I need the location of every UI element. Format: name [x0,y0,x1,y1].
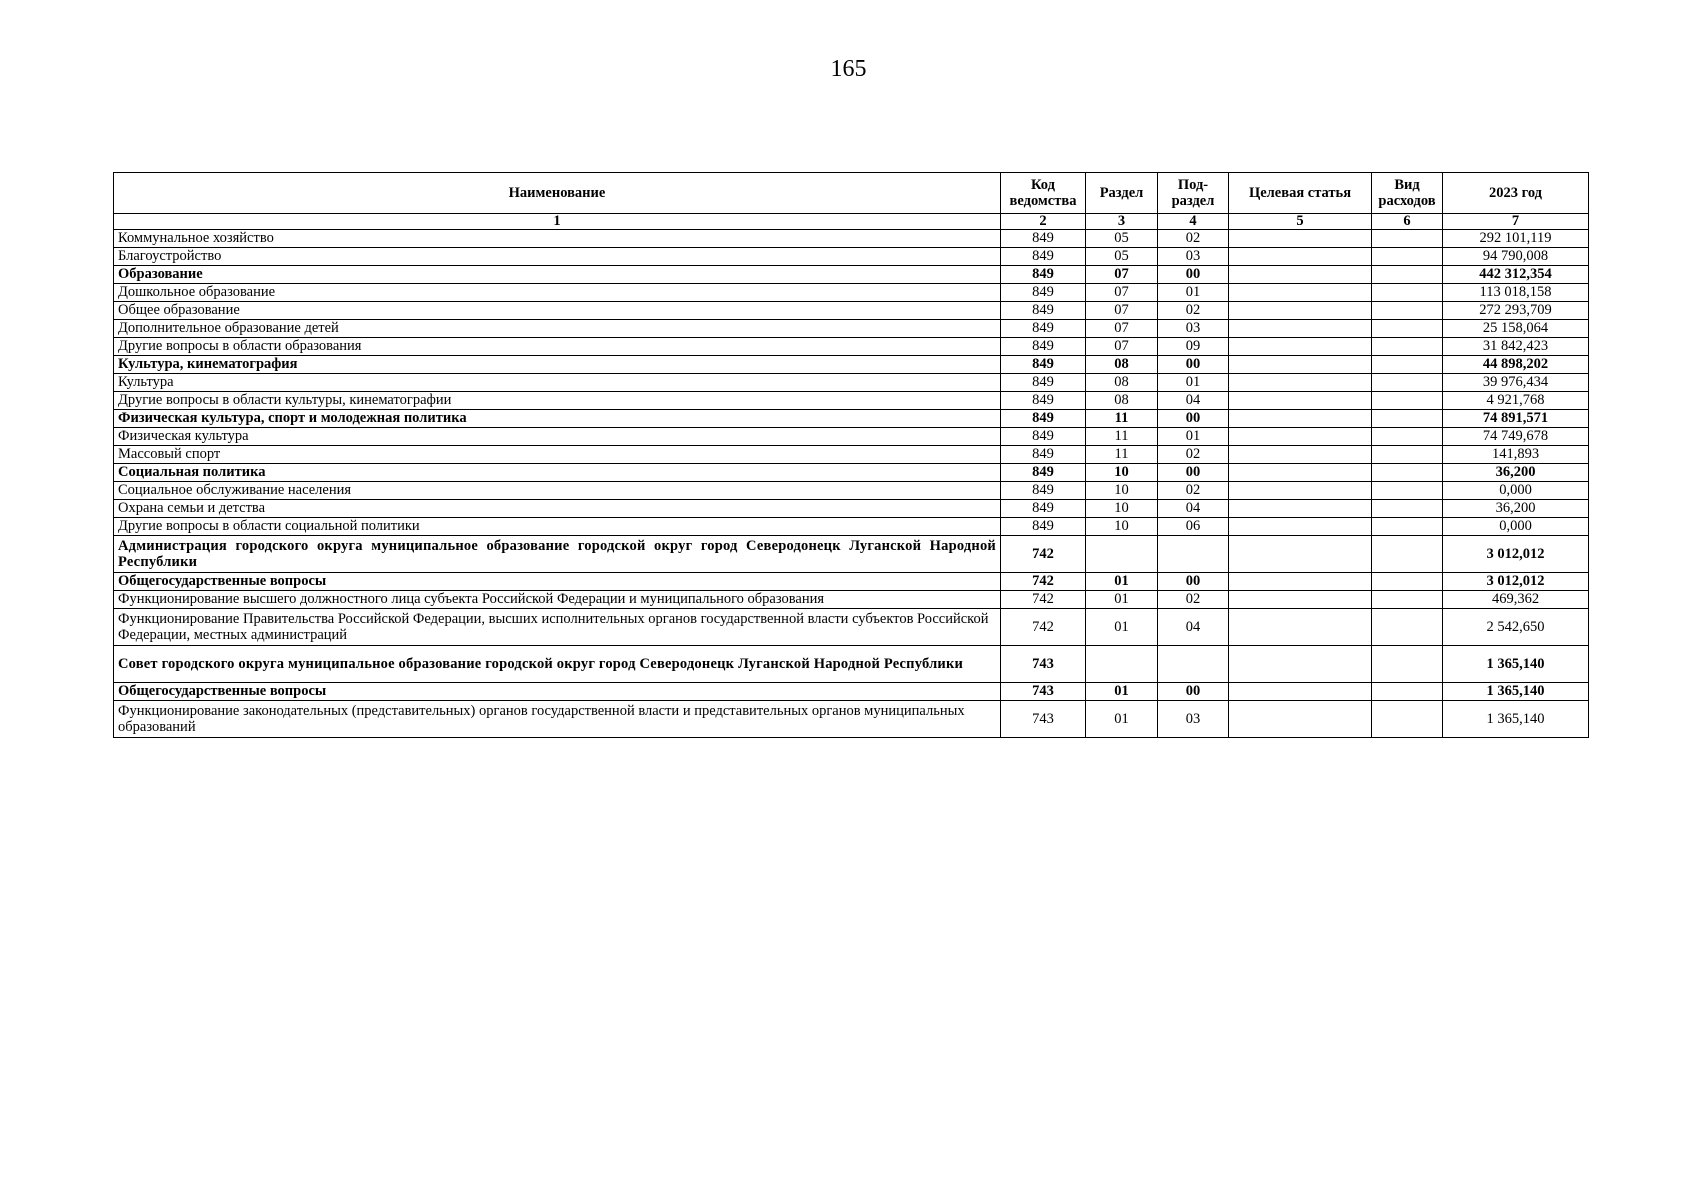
cell-subsection: 01 [1158,284,1229,302]
cell-name: Общее образование [114,302,1001,320]
cell-target-item [1229,446,1372,464]
cell-subsection [1158,646,1229,683]
cell-amount: 0,000 [1443,518,1589,536]
cell-section: 07 [1086,302,1158,320]
cell-name: Дошкольное образование [114,284,1001,302]
table-row [114,609,1589,646]
cell-department-code: 849 [1001,338,1086,356]
cell-subsection [1158,536,1229,573]
cell-section: 01 [1086,591,1158,609]
table-row [114,410,1589,428]
page-number: 165 [830,56,867,82]
cell-department-code: 849 [1001,356,1086,374]
cell-expense-type [1372,446,1443,464]
column-number: 2 [1001,214,1086,230]
cell-name: Функционирование высшего должностного лица субъекта Российской Федерации и муниципального образования [114,591,1001,609]
table-row [114,464,1589,482]
cell-section: 05 [1086,230,1158,248]
header-subsection: Под-раздел [1158,173,1229,214]
cell-expense-type [1372,518,1443,536]
cell-target-item [1229,609,1372,646]
table-row [114,266,1589,284]
table-row [114,392,1589,410]
cell-name: Массовый спорт [114,446,1001,464]
cell-department-code: 743 [1001,701,1086,738]
cell-subsection: 04 [1158,500,1229,518]
budget-table [113,172,1589,738]
cell-name: Другие вопросы в области социальной политики [114,518,1001,536]
cell-name: Общегосударственные вопросы [114,573,1001,591]
cell-subsection: 01 [1158,374,1229,392]
cell-target-item [1229,338,1372,356]
cell-name: Охрана семьи и детства [114,500,1001,518]
cell-amount: 2 542,650 [1443,609,1589,646]
cell-amount: 94 790,008 [1443,248,1589,266]
cell-expense-type [1372,356,1443,374]
cell-name: Функционирование законодательных (представительных) органов государственной власти и представительных органов муниципальных образований [114,701,1001,738]
cell-expense-type [1372,374,1443,392]
table-row [114,646,1589,683]
cell-section: 01 [1086,573,1158,591]
cell-subsection: 04 [1158,609,1229,646]
cell-target-item [1229,500,1372,518]
cell-amount: 74 749,678 [1443,428,1589,446]
cell-department-code: 849 [1001,320,1086,338]
cell-expense-type [1372,410,1443,428]
cell-amount: 442 312,354 [1443,266,1589,284]
cell-amount: 1 365,140 [1443,683,1589,701]
cell-expense-type [1372,646,1443,683]
cell-section: 10 [1086,482,1158,500]
cell-expense-type [1372,428,1443,446]
cell-target-item [1229,230,1372,248]
cell-department-code: 742 [1001,609,1086,646]
cell-target-item [1229,284,1372,302]
cell-section: 07 [1086,266,1158,284]
cell-name: Физическая культура, спорт и молодежная политика [114,410,1001,428]
cell-target-item [1229,248,1372,266]
table-body [114,230,1589,738]
table-row [114,302,1589,320]
cell-expense-type [1372,683,1443,701]
table-row [114,248,1589,266]
cell-expense-type [1372,248,1443,266]
cell-department-code: 849 [1001,302,1086,320]
cell-amount: 141,893 [1443,446,1589,464]
cell-name: Образование [114,266,1001,284]
table-row [114,518,1589,536]
cell-target-item [1229,536,1372,573]
cell-name: Социальное обслуживание населения [114,482,1001,500]
cell-name: Дополнительное образование детей [114,320,1001,338]
table-row [114,536,1589,573]
cell-subsection: 00 [1158,464,1229,482]
cell-expense-type [1372,500,1443,518]
cell-target-item [1229,573,1372,591]
cell-amount: 1 365,140 [1443,646,1589,683]
cell-amount: 3 012,012 [1443,573,1589,591]
column-number: 1 [114,214,1001,230]
cell-department-code: 849 [1001,266,1086,284]
cell-expense-type [1372,284,1443,302]
cell-department-code: 849 [1001,518,1086,536]
cell-expense-type [1372,609,1443,646]
table-row [114,338,1589,356]
cell-target-item [1229,464,1372,482]
table-row [114,284,1589,302]
cell-subsection: 02 [1158,302,1229,320]
cell-target-item [1229,320,1372,338]
cell-department-code: 849 [1001,374,1086,392]
cell-subsection: 00 [1158,356,1229,374]
header-department-code: Код ведомства [1001,173,1086,214]
cell-expense-type [1372,701,1443,738]
column-number: 5 [1229,214,1372,230]
cell-expense-type [1372,536,1443,573]
cell-target-item [1229,356,1372,374]
cell-subsection: 03 [1158,320,1229,338]
cell-subsection: 00 [1158,410,1229,428]
cell-amount: 3 012,012 [1443,536,1589,573]
cell-target-item [1229,646,1372,683]
cell-subsection: 04 [1158,392,1229,410]
cell-amount: 25 158,064 [1443,320,1589,338]
cell-expense-type [1372,320,1443,338]
cell-department-code: 849 [1001,464,1086,482]
cell-section: 07 [1086,284,1158,302]
cell-section [1086,646,1158,683]
table-row [114,701,1589,738]
cell-target-item [1229,428,1372,446]
cell-expense-type [1372,464,1443,482]
cell-section: 01 [1086,701,1158,738]
cell-department-code: 849 [1001,392,1086,410]
cell-name: Культура [114,374,1001,392]
table-row [114,374,1589,392]
column-number: 4 [1158,214,1229,230]
header-expense-type: Вид расходов [1372,173,1443,214]
cell-name: Другие вопросы в области образования [114,338,1001,356]
cell-target-item [1229,701,1372,738]
column-number-row [114,214,1589,230]
cell-subsection: 02 [1158,591,1229,609]
cell-subsection: 00 [1158,683,1229,701]
cell-section: 08 [1086,392,1158,410]
cell-amount: 272 293,709 [1443,302,1589,320]
cell-expense-type [1372,591,1443,609]
cell-name: Общегосударственные вопросы [114,683,1001,701]
table-row [114,356,1589,374]
cell-expense-type [1372,302,1443,320]
cell-section: 01 [1086,683,1158,701]
column-number: 7 [1443,214,1589,230]
cell-department-code: 743 [1001,646,1086,683]
cell-section: 11 [1086,410,1158,428]
cell-subsection: 09 [1158,338,1229,356]
cell-department-code: 743 [1001,683,1086,701]
column-number: 6 [1372,214,1443,230]
cell-target-item [1229,374,1372,392]
header-year-2023: 2023 год [1443,173,1589,214]
table-row [114,428,1589,446]
header-target-item: Целевая статья [1229,173,1372,214]
cell-section: 08 [1086,374,1158,392]
cell-amount: 74 891,571 [1443,410,1589,428]
cell-target-item [1229,482,1372,500]
cell-subsection: 01 [1158,428,1229,446]
cell-expense-type [1372,573,1443,591]
cell-amount: 44 898,202 [1443,356,1589,374]
cell-department-code: 849 [1001,446,1086,464]
cell-name: Функционирование Правительства Российской Федерации, высших исполнительных органов государственной власти субъектов Российской Федерации, местных администраций [114,609,1001,646]
cell-name: Физическая культура [114,428,1001,446]
cell-amount: 4 921,768 [1443,392,1589,410]
cell-subsection: 00 [1158,573,1229,591]
cell-amount: 36,200 [1443,464,1589,482]
cell-subsection: 03 [1158,248,1229,266]
cell-amount: 31 842,423 [1443,338,1589,356]
cell-target-item [1229,518,1372,536]
header-section: Раздел [1086,173,1158,214]
table-row [114,230,1589,248]
cell-subsection: 02 [1158,230,1229,248]
table-row [114,482,1589,500]
column-number: 3 [1086,214,1158,230]
cell-subsection: 00 [1158,266,1229,284]
cell-name: Администрация городского округа муниципальное образование городской округ город Северодонецк Луганской Народной Республики [114,536,1001,573]
cell-section: 05 [1086,248,1158,266]
cell-section: 07 [1086,338,1158,356]
cell-name: Коммунальное хозяйство [114,230,1001,248]
cell-amount: 39 976,434 [1443,374,1589,392]
cell-subsection: 03 [1158,701,1229,738]
header-name: Наименование [114,173,1001,214]
cell-department-code: 742 [1001,573,1086,591]
table-row [114,320,1589,338]
cell-section: 10 [1086,464,1158,482]
cell-section: 11 [1086,446,1158,464]
cell-department-code: 849 [1001,500,1086,518]
cell-expense-type [1372,266,1443,284]
cell-amount: 292 101,119 [1443,230,1589,248]
cell-expense-type [1372,230,1443,248]
cell-expense-type [1372,392,1443,410]
cell-section: 08 [1086,356,1158,374]
cell-name: Совет городского округа муниципальное образование городской округ город Северодонецк Луганской Народной Республики [114,646,1001,683]
cell-target-item [1229,266,1372,284]
cell-amount: 469,362 [1443,591,1589,609]
cell-name: Культура, кинематография [114,356,1001,374]
cell-amount: 36,200 [1443,500,1589,518]
cell-expense-type [1372,482,1443,500]
cell-target-item [1229,683,1372,701]
cell-name: Благоустройство [114,248,1001,266]
cell-target-item [1229,410,1372,428]
cell-department-code: 849 [1001,230,1086,248]
cell-subsection: 02 [1158,482,1229,500]
cell-section: 07 [1086,320,1158,338]
cell-name: Другие вопросы в области культуры, кинематографии [114,392,1001,410]
table-row [114,446,1589,464]
cell-department-code: 849 [1001,284,1086,302]
cell-department-code: 849 [1001,482,1086,500]
cell-department-code: 849 [1001,428,1086,446]
cell-section: 10 [1086,500,1158,518]
cell-target-item [1229,591,1372,609]
cell-department-code: 849 [1001,248,1086,266]
cell-subsection: 06 [1158,518,1229,536]
cell-section: 10 [1086,518,1158,536]
cell-expense-type [1372,338,1443,356]
table-header-row [114,173,1589,214]
cell-name: Социальная политика [114,464,1001,482]
cell-section [1086,536,1158,573]
cell-section: 11 [1086,428,1158,446]
cell-amount: 1 365,140 [1443,701,1589,738]
cell-department-code: 742 [1001,591,1086,609]
table-row [114,573,1589,591]
cell-department-code: 849 [1001,410,1086,428]
table-row [114,591,1589,609]
cell-subsection: 02 [1158,446,1229,464]
table-row [114,500,1589,518]
table-row [114,683,1589,701]
cell-department-code: 742 [1001,536,1086,573]
cell-target-item [1229,302,1372,320]
cell-target-item [1229,392,1372,410]
cell-amount: 113 018,158 [1443,284,1589,302]
cell-amount: 0,000 [1443,482,1589,500]
cell-section: 01 [1086,609,1158,646]
